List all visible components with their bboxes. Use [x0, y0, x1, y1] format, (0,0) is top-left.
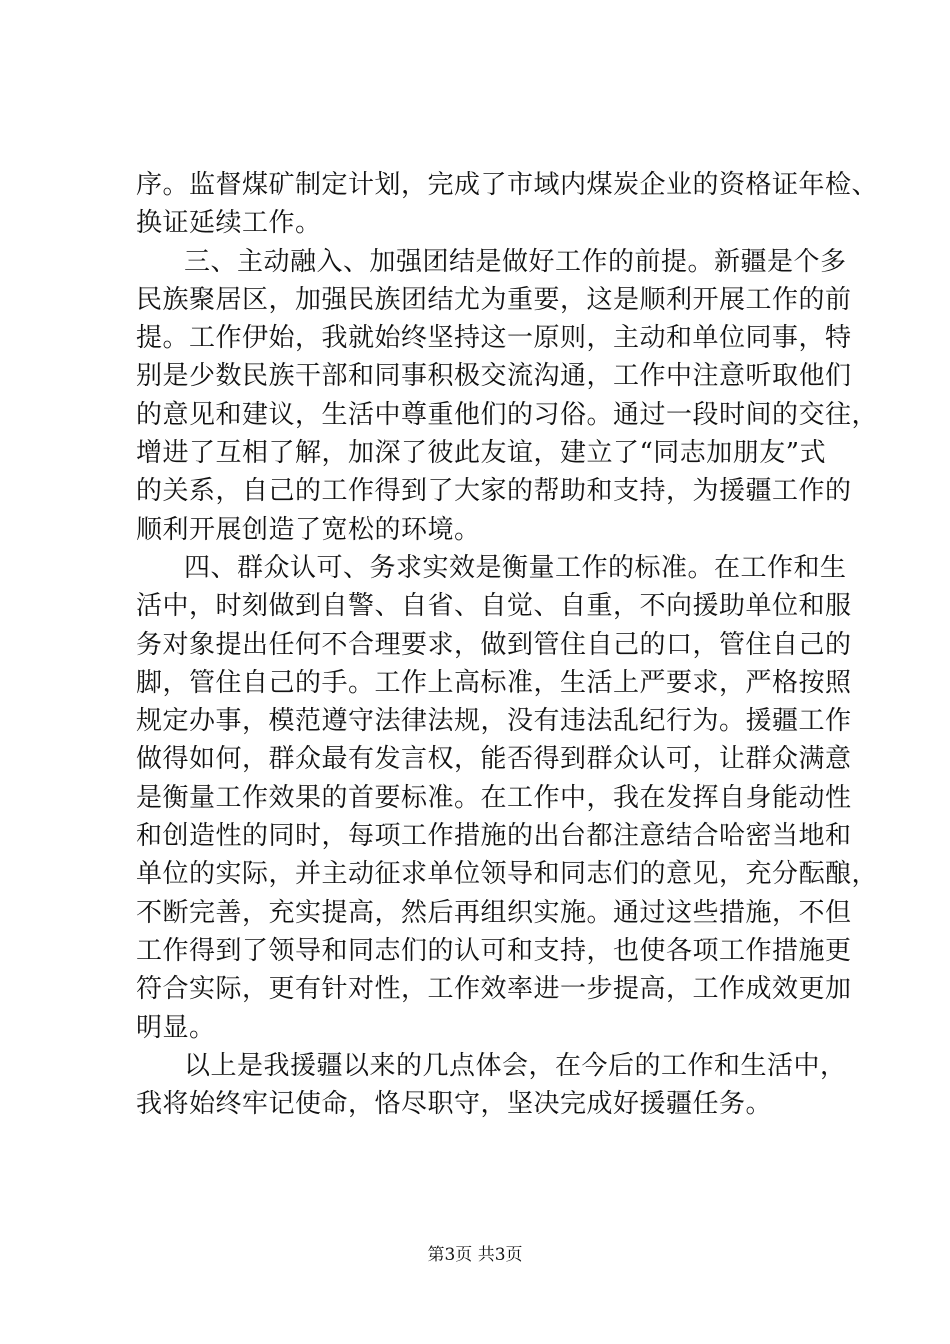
- text-line: 单位的实际，并主动征求单位领导和同志们的意见，充分酝酿，: [136, 859, 879, 890]
- text-line: 做得如何，群众最有发言权，能否得到群众认可，让群众满意: [136, 744, 852, 775]
- text-line: 我将始终牢记使命，恪尽职守，坚决完成好援疆任务。: [136, 1089, 773, 1120]
- text-line: 不断完善，充实提高，然后再组织实施。通过这些措施，不但: [136, 897, 852, 928]
- text-line: 的意见和建议，生活中尊重他们的习俗。通过一段时间的交往，: [136, 399, 879, 430]
- text-line: 换证延续工作。: [136, 208, 322, 239]
- text-line: 活中，时刻做到自警、自省、自觉、自重，不向援助单位和服: [136, 591, 852, 622]
- text-line: 符合实际，更有针对性，工作效率进一步提高，工作成效更加: [136, 974, 852, 1005]
- text-line: 三、主动融入、加强团结是做好工作的前提。新疆是个多: [184, 246, 847, 277]
- text-line: 以上是我援疆以来的几点体会，在今后的工作和生活中，: [184, 1050, 847, 1081]
- text-line: 四、群众认可、务求实效是衡量工作的标准。在工作和生: [184, 552, 847, 583]
- text-line: 民族聚居区，加强民族团结尤为重要，这是顺利开展工作的前: [136, 284, 852, 315]
- text-line: 别是少数民族干部和同事积极交流沟通，工作中注意听取他们: [136, 361, 852, 392]
- text-line: 顺利开展创造了宽松的环境。: [136, 514, 481, 545]
- text-line: 明显。: [136, 1012, 216, 1043]
- page-footer: 第3页 共3页: [427, 1245, 523, 1265]
- text-line: 提。工作伊始，我就始终坚持这一原则，主动和单位同事，特: [136, 323, 852, 354]
- text-line: 增进了互相了解，加深了彼此友谊，建立了“同志加朋友”式: [136, 438, 827, 469]
- text-line: 的关系，自己的工作得到了大家的帮助和支持，为援疆工作的: [136, 476, 852, 507]
- text-line: 序。监督煤矿制定计划，完成了市域内煤炭企业的资格证年检、: [136, 170, 879, 200]
- text-line: 和创造性的同时，每项工作措施的出台都注意结合哈密当地和: [136, 821, 852, 852]
- text-line: 脚，管住自己的手。工作上高标准，生活上严要求，严格按照: [136, 667, 852, 698]
- text-line: 是衡量工作效果的首要标准。在工作中，我在发挥自身能动性: [136, 782, 852, 813]
- document-body: [136, 166, 879, 1123]
- text-line: 务对象提出任何不合理要求，做到管住自己的口，管住自己的: [136, 629, 852, 660]
- text-line: 工作得到了领导和同志们的认可和支持，也使各项工作措施更: [136, 935, 852, 966]
- text-line: 规定办事，模范遵守法律法规，没有违法乱纪行为。援疆工作: [136, 706, 852, 737]
